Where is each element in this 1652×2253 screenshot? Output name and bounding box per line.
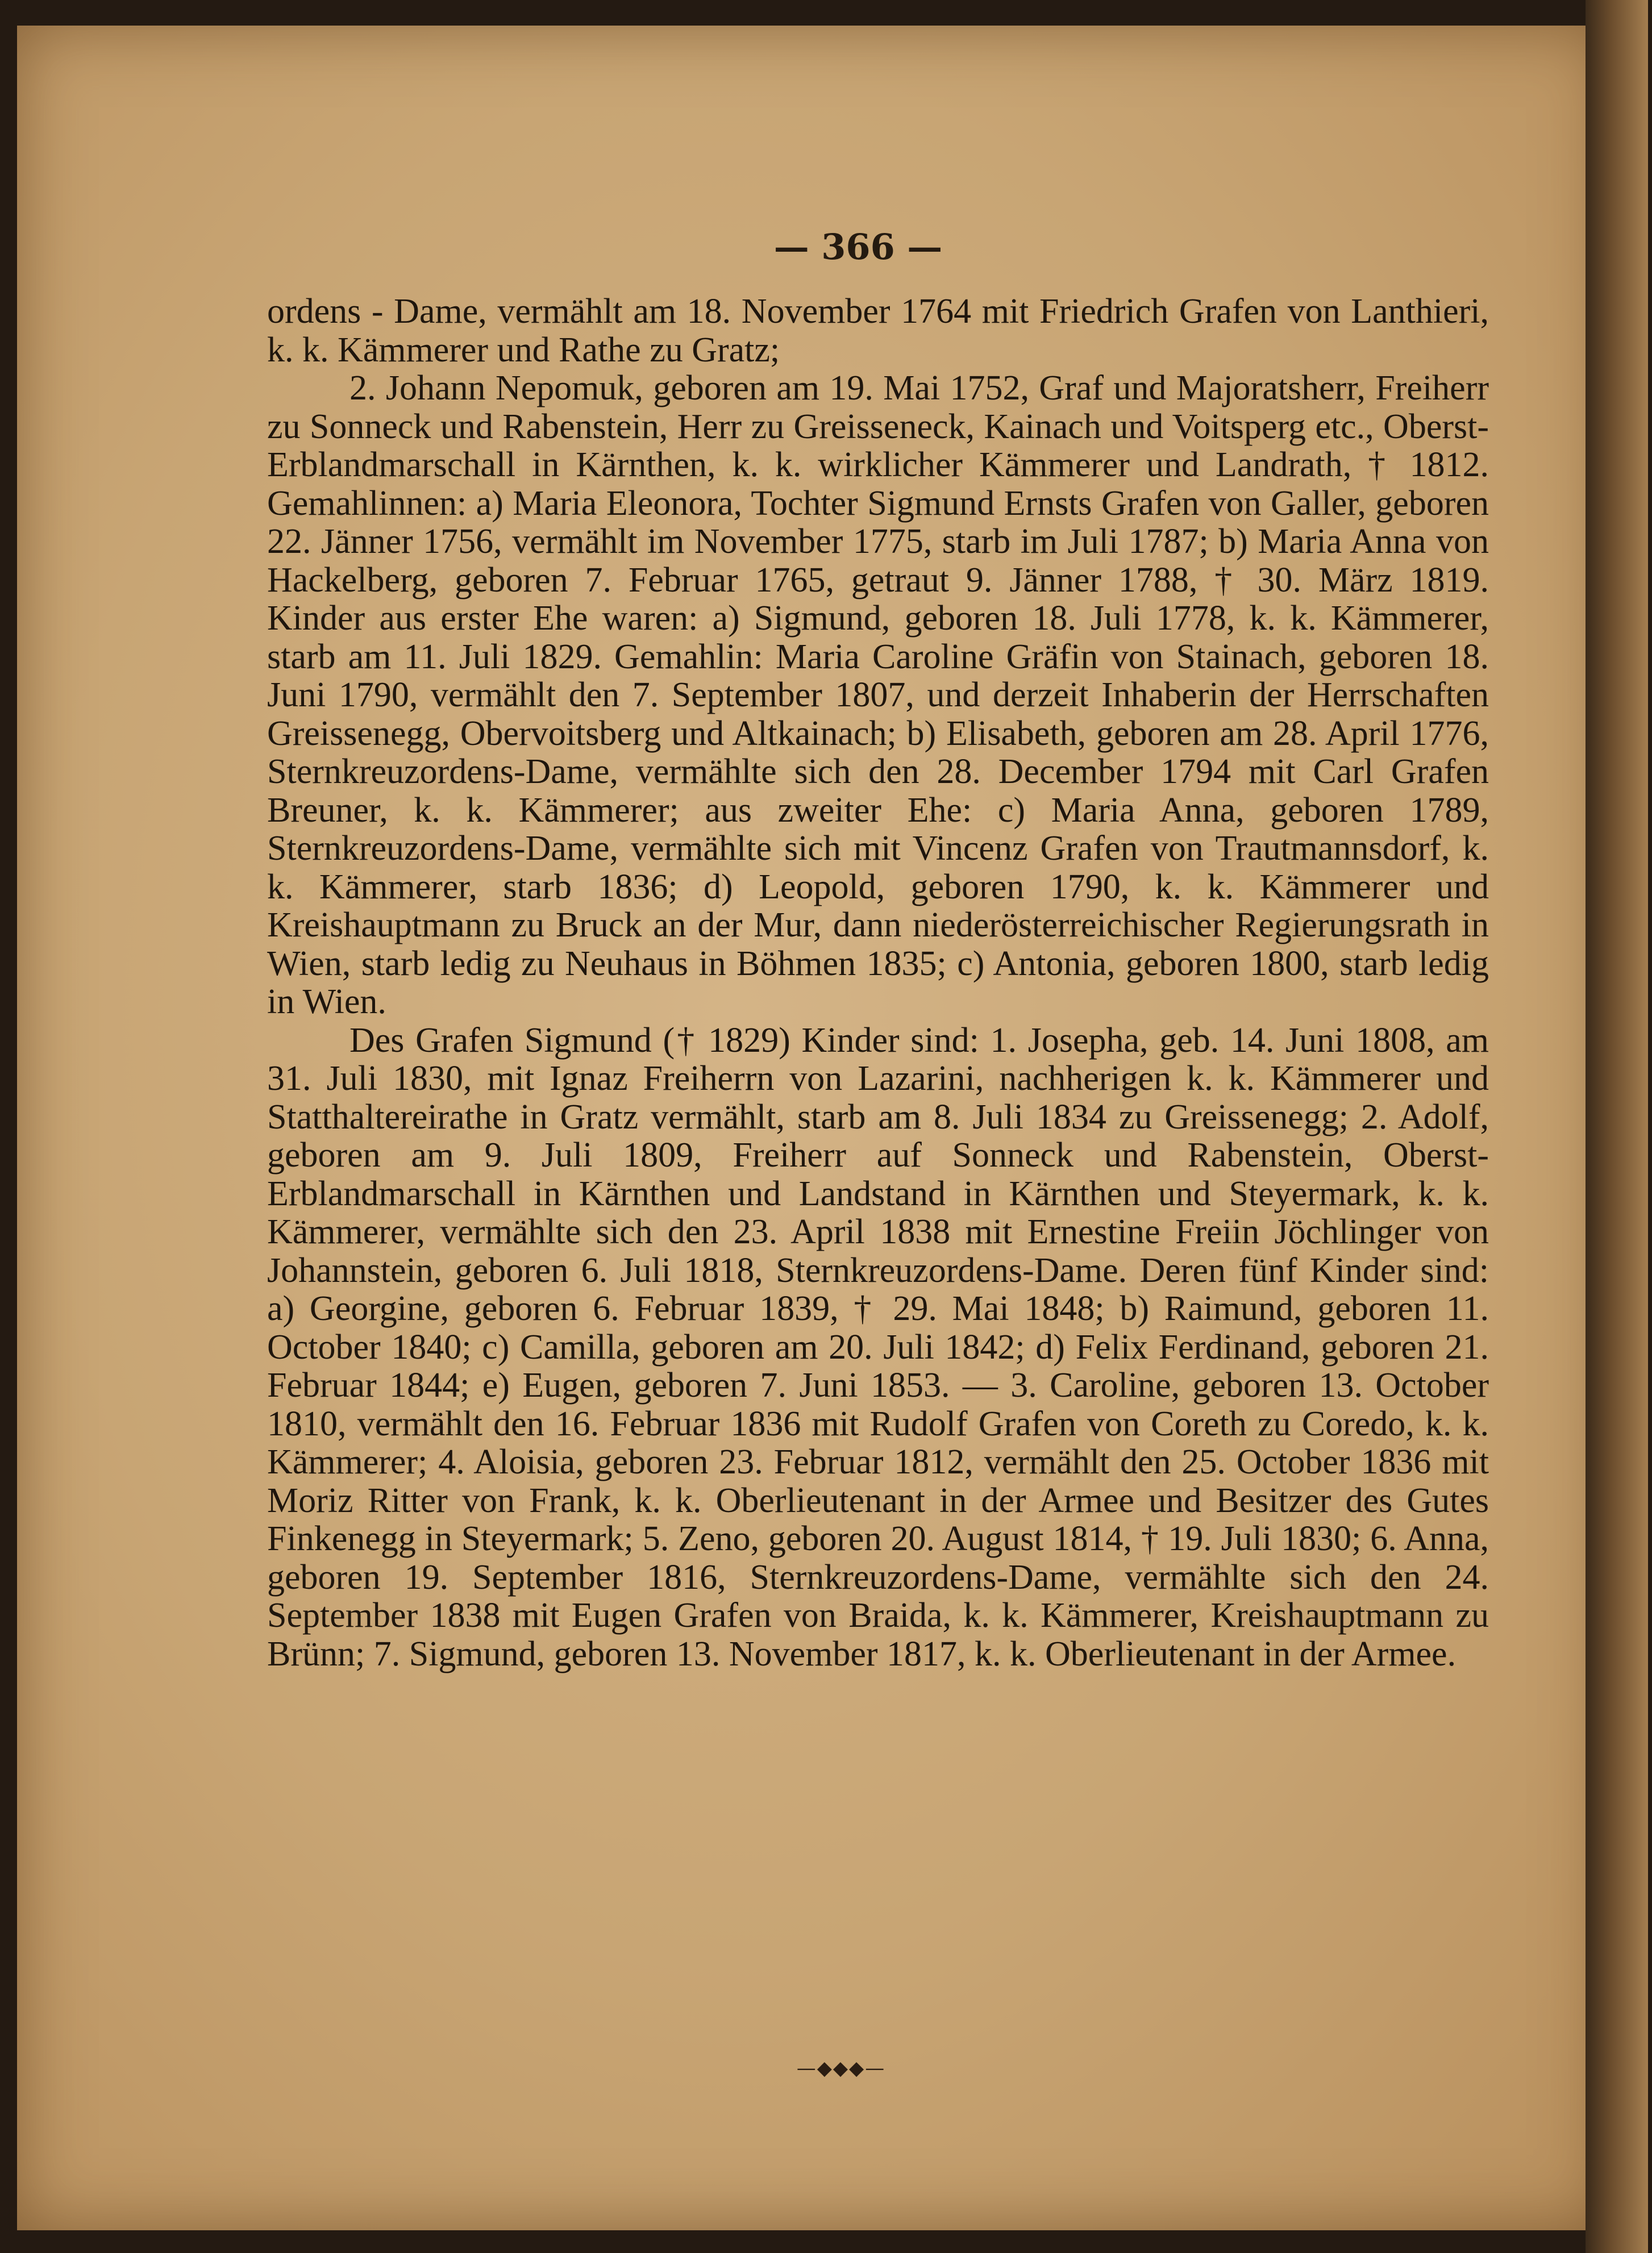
paragraph-grafen-sigmund-children: Des Grafen Sigmund († 1829) Kinder sind: 1. Josepha, geb. 14. Juni 1808, am 31. Juli 1830, mit Ignaz Freiherrn von Lazarini, nachherigen k. k. Kämmerer und Statthaltereirathe in Gratz vermählt, starb am 8. Juli 1834 zu Greissenegg; 2. Adolf, geboren am 9. Juli 1809, Freiherr auf Sonneck und Rabenstein, Oberst-Erblandmarschall in Kärnthen und Landstand in Kärnthen und Steyermark, k. k. Kämmerer, vermählte sich den 23. April 1838 mit Ernestine Freiin Jöchlinger von Johannstein, geboren 6. Juli 1818, Sternkreuzordens-Dame. Deren fünf Kinder sind: a) Georgine, geboren 6. Februar 1839, † 29. Mai 1848; b) Raimund, geboren 11. October 1840; c) Camilla, geboren am 20. Juli 1842; d) Felix Ferdinand, geboren 21. Februar 1844; e) Eugen, geboren 7. Juni 1853. — 3. Caroline, geboren 13. October 1810, vermählt den 16. Februar 1836 mit Rudolf Grafen von Coreth zu Coredo, k. k. Kämmerer; 4. Aloisia, geboren 23. Februar 1812, vermählt den 25. October 1836 mit Moriz Ritter von Frank, k. k. Oberlieutenant in der Armee und Besitzer des Gutes Finkenegg in Steyermark; 5. Zeno, geboren 20. August 1814, † 19. Juli 1830; 6. Anna, geboren 19. September 1816, Sternkreuzordens-Dame, vermählte sich den 24. September 1838 mit Eugen Grafen von Braida, k. k. Kämmerer, Kreishauptmann zu Brünn; 7. Sigmund, geboren 13. November 1817, k. k. Oberlieutenant in der Armee.	[267, 1021, 1489, 1673]
paragraph-johann-nepomuk: 2. Johann Nepomuk, geboren am 19. Mai 1752, Graf und Majoratsherr, Freiherr zu Sonneck und Rabenstein, Herr zu Greisseneck, Kainach und Voitsperg etc., Oberst-Erblandmarschall in Kärnthen, k. k. wirklicher Kämmerer und Landrath, † 1812. Gemahlinnen: a) Maria Eleonora, Tochter Sigmund Ernsts Grafen von Galler, geboren 22. Jänner 1756, vermählt im November 1775, starb im Juli 1787; b) Maria Anna von Hackelberg, geboren 7. Februar 1765, getraut 9. Jänner 1788, † 30. März 1819. Kinder aus erster Ehe waren: a) Sigmund, geboren 18. Juli 1778, k. k. Kämmerer, starb am 11. Juli 1829. Gemahlin: Maria Caroline Gräfin von Stainach, geboren 18. Juni 1790, vermählt den 7. September 1807, und derzeit Inhaberin der Herrschaften Greissenegg, Obervoitsberg und Altkainach; b) Elisabeth, geboren am 28. April 1776, Sternkreuzordens-Dame, vermählte sich den 28. December 1794 mit Carl Grafen Breuner, k. k. Kämmerer; aus zweiter Ehe: c) Maria Anna, geboren 1789, Sternkreuzordens-Dame, vermählte sich mit Vincenz Grafen von Trautmannsdorf, k. k. Kämmerer, starb 1836; d) Leopold, geboren 1790, k. k. Kämmerer und Kreishauptmann zu Bruck an der Mur, dann niederösterreichischer Regierungsrath in Wien, starb ledig zu Neuhaus in Böhmen 1835; c) Antonia, geboren 1800, starb ledig in Wien.	[267, 369, 1489, 1021]
page-body	[267, 293, 1489, 1673]
page-number: — 366 —	[773, 226, 943, 268]
end-ornament: —◆◆◆—	[796, 2057, 886, 2080]
paragraph-continuation: ordens - Dame, vermählt am 18. November 1764 mit Friedrich Grafen von Lanthieri, k. k. Kämmerer und Rathe zu Gratz;	[267, 292, 1489, 369]
book-gutter	[1586, 0, 1648, 2253]
